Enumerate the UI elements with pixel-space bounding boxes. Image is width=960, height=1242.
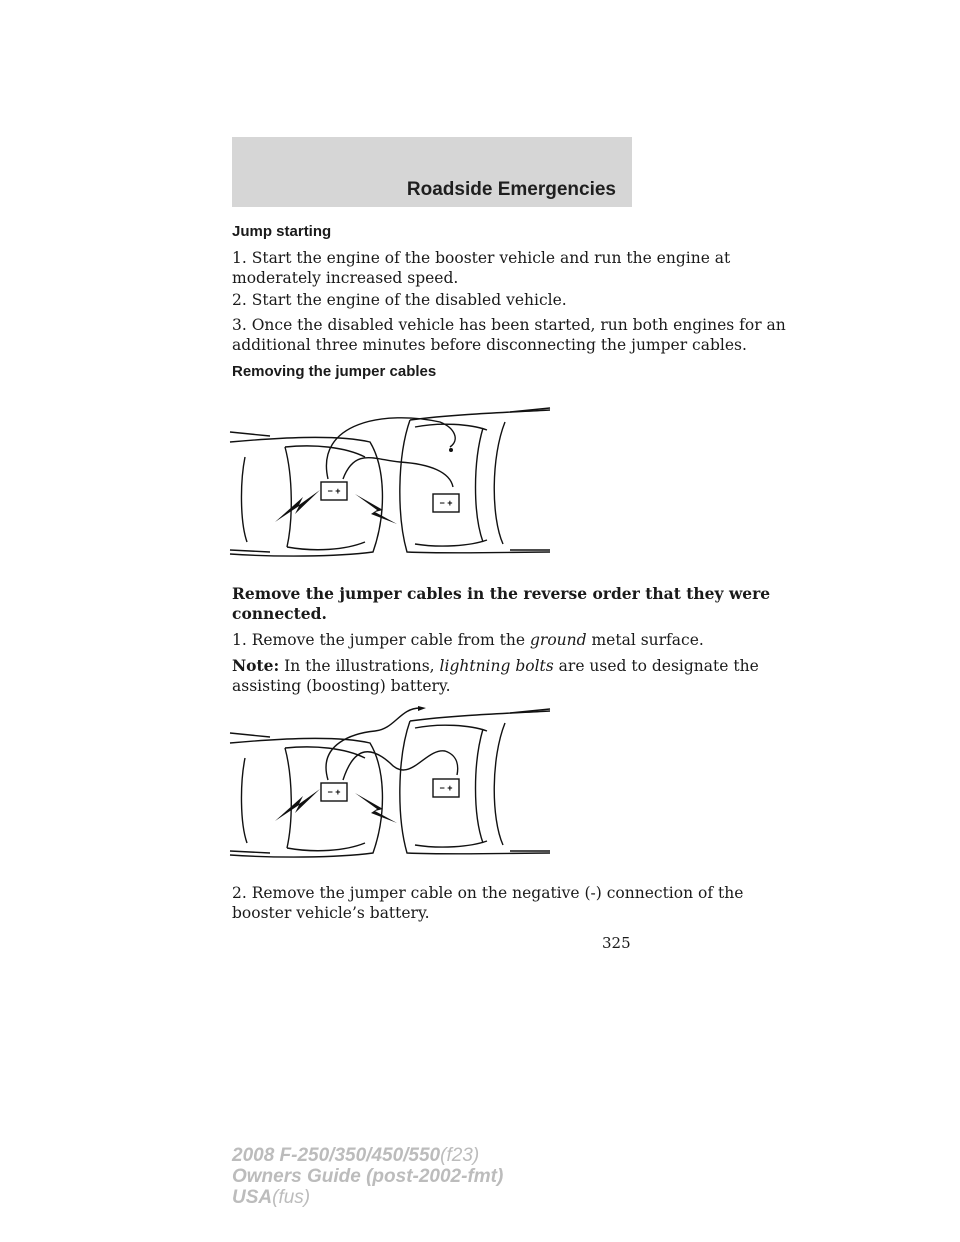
jump-step2: 2. Start the engine of the disabled vehicle. xyxy=(232,291,567,309)
note-line2: assisting (boosting) battery. xyxy=(232,677,451,695)
cable-clamp-icon xyxy=(418,706,426,711)
lightning-bolt-icon xyxy=(355,494,397,524)
note-label: Note: xyxy=(232,656,280,675)
jump-step1-line2: moderately increased speed. xyxy=(232,269,459,287)
heading-removing-cables: Removing the jumper cables xyxy=(232,363,437,380)
battery-terminal-label: − + xyxy=(439,783,453,793)
heading-jump-starting: Jump starting xyxy=(232,223,332,240)
removal-warning-line1: Remove the jumper cables in the reverse order that they were xyxy=(232,584,771,603)
footer-guide: Owners Guide (post-2002-fmt) xyxy=(232,1166,504,1187)
page-number: 325 xyxy=(602,934,631,952)
jump-step3-line1: 3. Once the disabled vehicle has been started, run both engines for an xyxy=(232,316,786,334)
lightning-bolt-icon xyxy=(275,789,320,821)
removal-warning-line2: connected. xyxy=(232,604,327,623)
jumper-cable-2 xyxy=(343,458,453,487)
footer-region-code: (fus) xyxy=(272,1187,311,1208)
footer-region: USA xyxy=(232,1187,273,1208)
note-line1: Note: In the illustrations, lightning bolts are used to designate the xyxy=(232,656,759,675)
remove-step1: 1. Remove the jumper cable from the ground metal surface. xyxy=(232,631,704,649)
lightning-bolt-icon xyxy=(275,490,320,522)
battery-terminal-label: − + xyxy=(327,486,341,496)
remove-step2-line1: 2. Remove the jumper cable on the negative (-) connection of the xyxy=(232,884,744,902)
emphasis-lightning-bolts: lightning bolts xyxy=(439,657,554,675)
battery-terminal-label: − + xyxy=(327,787,341,797)
document-footer xyxy=(232,1145,503,1208)
footer-model-code: (f23) xyxy=(440,1145,480,1166)
jumper-cable-illustration-2 xyxy=(225,703,555,863)
battery-terminal-label: − + xyxy=(439,498,453,508)
jump-step3-line2: additional three minutes before disconnecting the jumper cables. xyxy=(232,336,747,354)
jump-step1-line1: 1. Start the engine of the booster vehicle and run the engine at xyxy=(232,249,731,267)
footer-model: 2008 F-250/350/450/550 xyxy=(232,1145,441,1166)
section-header-band xyxy=(232,137,632,207)
remove-step2-line2: booster vehicle’s battery. xyxy=(232,904,430,922)
jumper-cable-illustration-1 xyxy=(225,402,555,562)
emphasis-ground: ground xyxy=(530,631,587,649)
lightning-bolt-icon xyxy=(355,793,397,823)
section-title: Roadside Emergencies xyxy=(406,179,616,200)
